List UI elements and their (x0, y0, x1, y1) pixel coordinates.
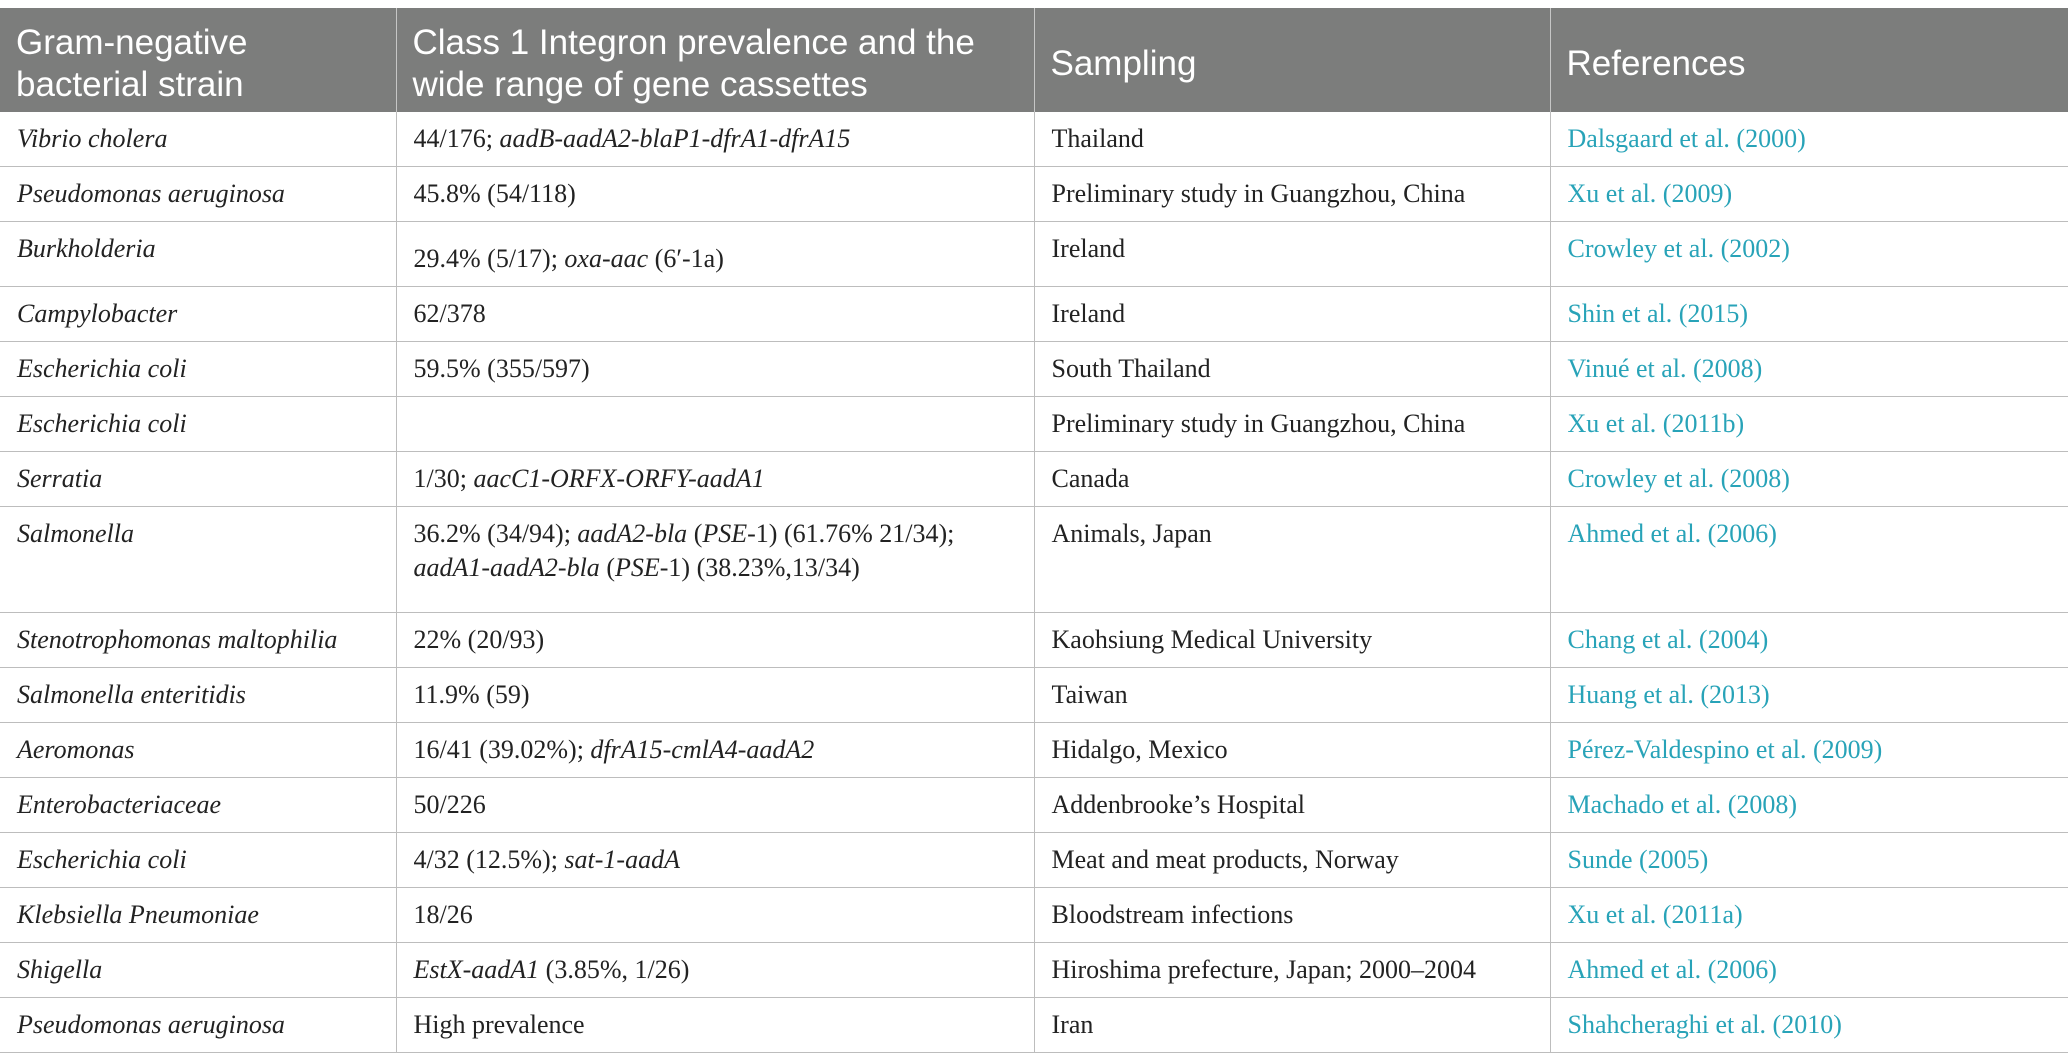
prevalence-text: (3.85%, 1/26) (539, 955, 690, 984)
gene-cassette: aadA2-bla (577, 519, 688, 548)
prevalence-cell: 45.8% (54/118) (396, 167, 1034, 222)
reference-link[interactable]: Sunde (2005) (1550, 833, 2068, 888)
strain-cell: Serratia (0, 452, 396, 507)
gene-cassette: aadA1-aadA2-bla (413, 553, 600, 582)
prevalence-text: 44/176; (413, 124, 500, 153)
strain-cell: Pseudomonas aeruginosa (0, 167, 396, 222)
prevalence-text: ( (687, 519, 703, 548)
strain-cell: Escherichia coli (0, 833, 396, 888)
table-row (0, 507, 2068, 613)
prevalence-cell: 62/378 (396, 287, 1034, 342)
sampling-cell: Bloodstream infections (1034, 888, 1550, 943)
table-row (0, 998, 2068, 1053)
prevalence-text: 16/41 (39.02%); (413, 735, 591, 764)
gene-cassette: PSE (702, 519, 748, 548)
sampling-cell: Thailand (1034, 112, 1550, 167)
table-row (0, 723, 2068, 778)
reference-link[interactable]: Ahmed et al. (2006) (1550, 943, 2068, 998)
prevalence-cell (396, 943, 1034, 998)
strain-cell: Salmonella (0, 507, 396, 613)
table-body (0, 112, 2068, 1053)
gene-cassette: aacC1-ORFX-ORFY-aadA1 (473, 464, 765, 493)
table-row (0, 452, 2068, 507)
sampling-cell: Preliminary study in Guangzhou, China (1034, 167, 1550, 222)
sampling-cell: Kaohsiung Medical University (1034, 613, 1550, 668)
prevalence-cell (396, 507, 1034, 613)
reference-link[interactable]: Xu et al. (2011a) (1550, 888, 2068, 943)
gene-cassette: dfrA15-cmlA4-aadA2 (590, 735, 815, 764)
prevalence-cell (396, 397, 1034, 452)
prevalence-text: -1) (38.23%,13/34) (659, 553, 860, 582)
table-row (0, 833, 2068, 888)
prevalence-cell (396, 833, 1034, 888)
sampling-cell: Canada (1034, 452, 1550, 507)
table-row (0, 613, 2068, 668)
header-row (0, 8, 2068, 112)
strain-cell: Shigella (0, 943, 396, 998)
prevalence-cell: 11.9% (59) (396, 668, 1034, 723)
sampling-cell: Ireland (1034, 287, 1550, 342)
reference-link[interactable]: Crowley et al. (2008) (1550, 452, 2068, 507)
reference-link[interactable]: Chang et al. (2004) (1550, 613, 2068, 668)
reference-link[interactable]: Huang et al. (2013) (1550, 668, 2068, 723)
gene-cassette: PSE (614, 553, 660, 582)
sampling-cell: Ireland (1034, 222, 1550, 287)
strain-cell: Salmonella enteritidis (0, 668, 396, 723)
header-strain: Gram-negative bacterial strain (0, 8, 396, 112)
header-sampling: Sampling (1034, 8, 1550, 112)
prevalence-text: 29.4% (5/17); (413, 244, 565, 273)
table-row (0, 778, 2068, 833)
gene-cassette: sat-1-aadA (564, 845, 680, 874)
prevalence-cell: 59.5% (355/597) (396, 342, 1034, 397)
strain-cell: Enterobacteriaceae (0, 778, 396, 833)
prevalence-line-2 (414, 551, 1017, 585)
table-row (0, 668, 2068, 723)
table-row (0, 222, 2068, 287)
gene-cassette: oxa-aac (564, 244, 649, 273)
table-row (0, 287, 2068, 342)
strain-cell: Escherichia coli (0, 397, 396, 452)
table-row (0, 167, 2068, 222)
reference-link[interactable]: Machado et al. (2008) (1550, 778, 2068, 833)
strain-cell: Klebsiella Pneumoniae (0, 888, 396, 943)
prevalence-cell (396, 452, 1034, 507)
table-row (0, 943, 2068, 998)
prevalence-text: 36.2% (34/94); (413, 519, 578, 548)
sampling-cell: Addenbrooke’s Hospital (1034, 778, 1550, 833)
prevalence-line-1 (414, 517, 1017, 551)
reference-link[interactable]: Xu et al. (2011b) (1550, 397, 2068, 452)
prevalence-cell (396, 222, 1034, 287)
prevalence-text: 4/32 (12.5%); (413, 845, 565, 874)
header-prevalence: Class 1 Integron prevalence and the wide range of gene cassettes (396, 8, 1034, 112)
sampling-cell: Taiwan (1034, 668, 1550, 723)
sampling-cell: Hiroshima prefecture, Japan; 2000–2004 (1034, 943, 1550, 998)
strain-cell: Aeromonas (0, 723, 396, 778)
reference-link[interactable]: Shin et al. (2015) (1550, 287, 2068, 342)
table-row (0, 112, 2068, 167)
sampling-cell: Iran (1034, 998, 1550, 1053)
prevalence-cell: 18/26 (396, 888, 1034, 943)
prevalence-cell: 22% (20/93) (396, 613, 1034, 668)
sampling-cell: Hidalgo, Mexico (1034, 723, 1550, 778)
prevalence-cell (396, 723, 1034, 778)
table-header (0, 8, 2068, 112)
reference-link[interactable]: Ahmed et al. (2006) (1550, 507, 2068, 613)
reference-link[interactable]: Crowley et al. (2002) (1550, 222, 2068, 287)
gene-cassette: aadB-aadA2-blaP1-dfrA1-dfrA15 (499, 124, 851, 153)
integron-table (0, 8, 2068, 1053)
sampling-cell: Animals, Japan (1034, 507, 1550, 613)
prevalence-cell: High prevalence (396, 998, 1034, 1053)
strain-cell: Escherichia coli (0, 342, 396, 397)
strain-cell: Vibrio cholera (0, 112, 396, 167)
table-row (0, 888, 2068, 943)
strain-cell: Campylobacter (0, 287, 396, 342)
reference-link[interactable]: Vinué et al. (2008) (1550, 342, 2068, 397)
reference-link[interactable]: Xu et al. (2009) (1550, 167, 2068, 222)
strain-cell: Burkholderia (0, 222, 396, 287)
sampling-cell: Meat and meat products, Norway (1034, 833, 1550, 888)
header-references: References (1550, 8, 2068, 112)
prevalence-tail: (6′-1a) (648, 244, 724, 273)
prevalence-text: 1/30; (413, 464, 474, 493)
table-row (0, 397, 2068, 452)
sampling-cell: South Thailand (1034, 342, 1550, 397)
sampling-cell: Preliminary study in Guangzhou, China (1034, 397, 1550, 452)
strain-cell: Stenotrophomonas maltophilia (0, 613, 396, 668)
reference-link[interactable]: Shahcheraghi et al. (2010) (1550, 998, 2068, 1053)
prevalence-cell (396, 112, 1034, 167)
prevalence-text: -1) (61.76% 21/34); (747, 519, 955, 548)
prevalence-text: ( (599, 553, 615, 582)
prevalence-cell: 50/226 (396, 778, 1034, 833)
reference-link[interactable]: Pérez-Valdespino et al. (2009) (1550, 723, 2068, 778)
strain-cell: Pseudomonas aeruginosa (0, 998, 396, 1053)
reference-link[interactable]: Dalsgaard et al. (2000) (1550, 112, 2068, 167)
gene-cassette: EstX-aadA1 (413, 955, 540, 984)
table-row (0, 342, 2068, 397)
